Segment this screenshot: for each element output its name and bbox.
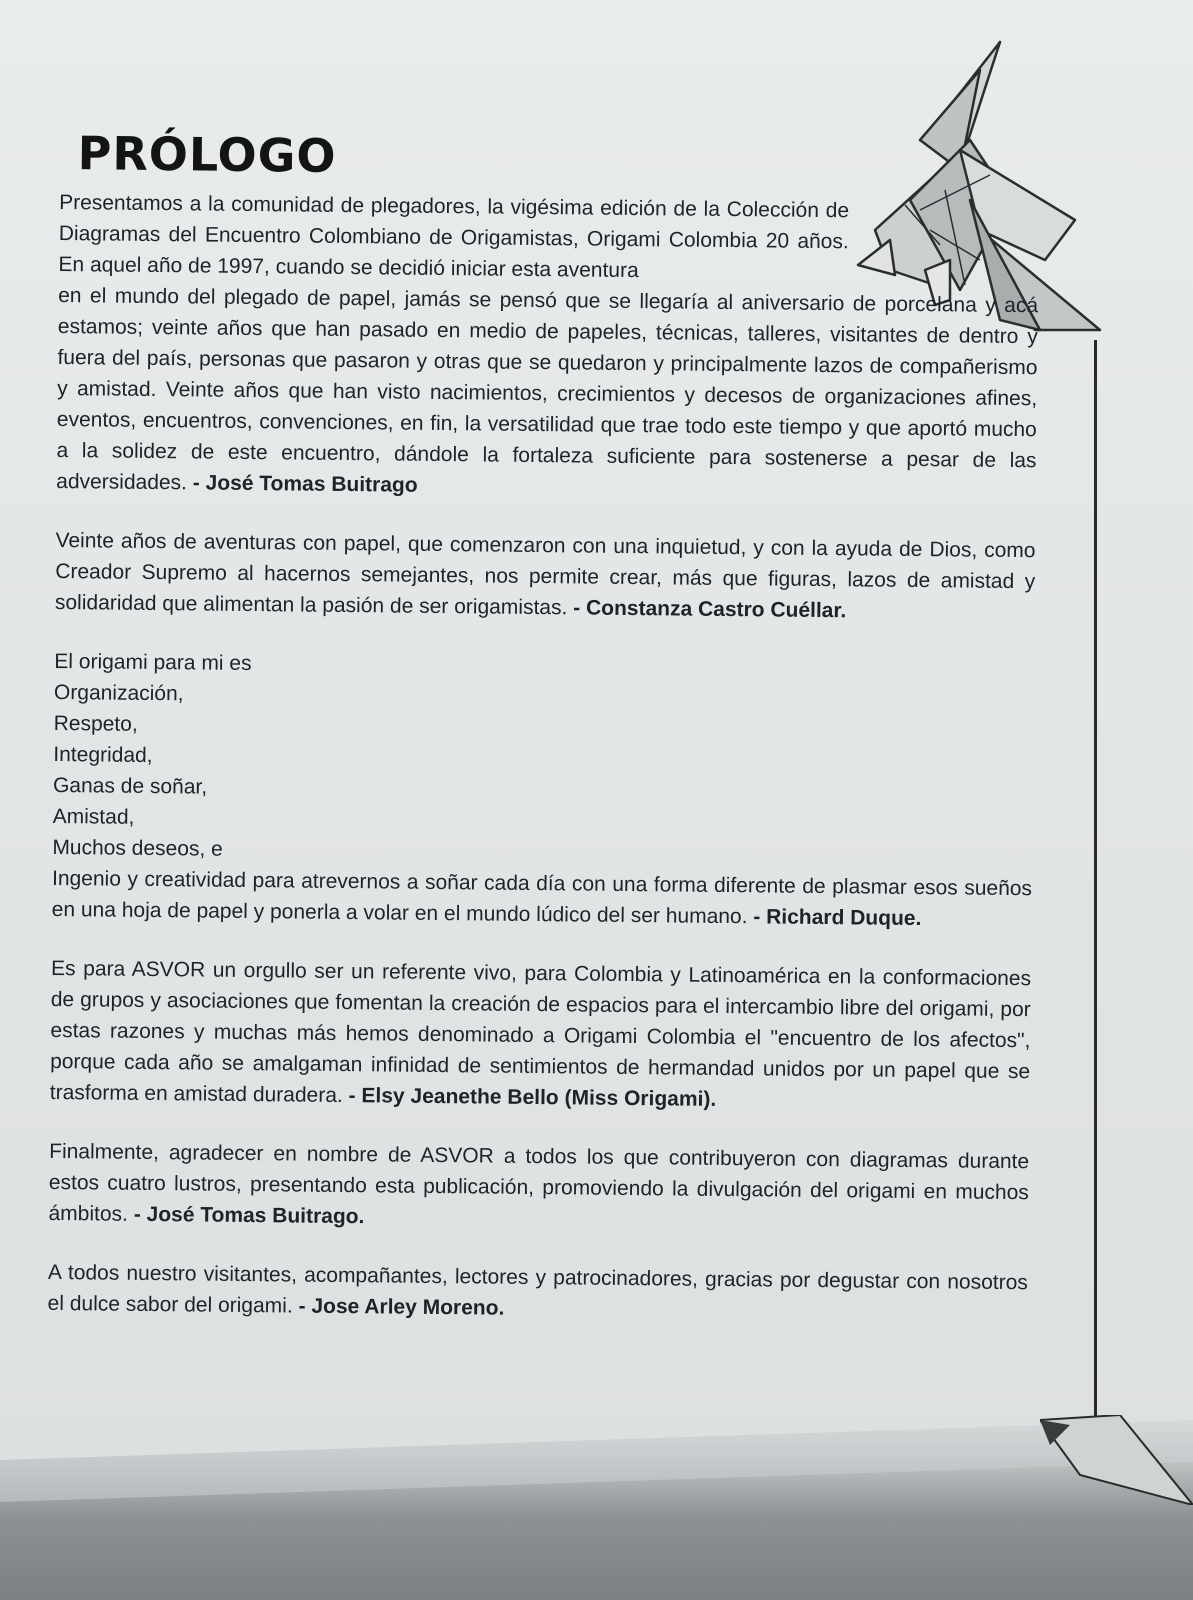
paragraph-1-text: en el mundo del plegado de papel, jamás se pensó que se llegaría al aniversario de porcelana y acá estamos; veinte años que han pasado en medio de papeles, técnicas, talleres, visitantes de dentro y fuera del país, personas que pasaron y otras que se quedaron y principalmente lazos de compañerismo y amistad. Veinte años que han visto nacimientos, crecimientos y decesos de organizaciones afines, eventos, encuentros, convenciones, en fin, la versatilidad que trae todo este tiempo y que aportó mucho a la solidez de este encuentro, dándole la fortaleza suficiente para sostenerse a pesar de las adversidades.: [56, 283, 1039, 495]
paragraph-2: [55, 525, 1036, 628]
prologue-content: [47, 120, 1040, 1357]
paragraph-6: [47, 1257, 1028, 1329]
paragraph-4-author: - Elsy Jeanethe Bello (Miss Origami).: [348, 1084, 717, 1111]
paragraph-6-text: A todos nuestro visitantes, acompañantes, lectores y patrocinadores, gracias por degustar con nosotros el dulce sabor del origami.: [47, 1260, 1028, 1318]
poem-line: Amistad,: [52, 804, 135, 829]
paragraph-2-author: - Constanza Castro Cuéllar.: [573, 596, 847, 623]
paragraph-4: [50, 953, 1032, 1118]
paragraph-3: [52, 863, 1033, 935]
corner-triangle-decoration: [1040, 1415, 1193, 1505]
poem-line: Integridad,: [53, 742, 153, 768]
paragraph-5: [48, 1136, 1029, 1239]
poem-line: Ganas de soñar,: [52, 773, 208, 799]
poem: [52, 646, 1034, 873]
paragraph-3-author: - Richard Duque.: [753, 905, 922, 931]
paragraph-2-text: Veinte años de aventuras con papel, que comenzaron con una inquietud, y con la ayuda de Dios, como Creador Supremo al hacernos semejantes, nos permite crear, más que figuras, lazos de amistad y solidaridad que alimentan la pasión de ser origamistas.: [54, 528, 1036, 620]
poem-line: Respeto,: [53, 711, 138, 736]
poem-line: Organización,: [53, 680, 184, 706]
paragraph-5-text: Finalmente, agradecer en nombre de ASVOR a todos los que contribuyeron con diagramas durante estos cuatro lustros, presentando esta publicación, promoviendo la divulgación del origami en muchos ámbitos.: [48, 1139, 1030, 1226]
paragraph-6-author: - Jose Arley Moreno.: [298, 1294, 505, 1320]
paragraph-5-author: - José Tomas Buitrago.: [133, 1202, 365, 1229]
paragraph-4-text: Es para ASVOR un orgullo ser un referente vivo, para Colombia y Latinoamérica en la conformaciones de grupos y asociaciones que fomentan la creación de espacios para el intercambio libre del origami, por estas razones y muchas más hemos denominado a Origami Colombia el "encuentro de los afectos", porque cada año se amalgaman infinidad de sentimientos de hermandad unidos por un papel que se trasforma en amistad duradera.: [49, 956, 1032, 1108]
page-title: PRÓLOGO: [77, 126, 337, 183]
paragraph-3-text: Ingenio y creatividad para atrevernos a soñar cada día con una forma diferente de plasmar esos sueños en una hoja de papel y ponerla a volar en el mundo lúdico del ser humano.: [51, 866, 1033, 929]
paragraph-1: [56, 280, 1038, 507]
paragraph-1-author: - José Tomas Buitrago: [192, 471, 418, 497]
poem-line: Muchos deseos, e: [52, 835, 223, 861]
poem-line: El origami para mi es: [54, 649, 252, 676]
margin-rule: [1094, 340, 1097, 1420]
paragraph-1-intro: Presentamos a la comunidad de plegadores, la vigésima edición de la Colección de Diagramas del Encuentro Colombiano de Origamistas, Origami Colombia 20 años. En aquel año de 1997, cuando se decidió iniciar esta aventura: [58, 190, 850, 283]
